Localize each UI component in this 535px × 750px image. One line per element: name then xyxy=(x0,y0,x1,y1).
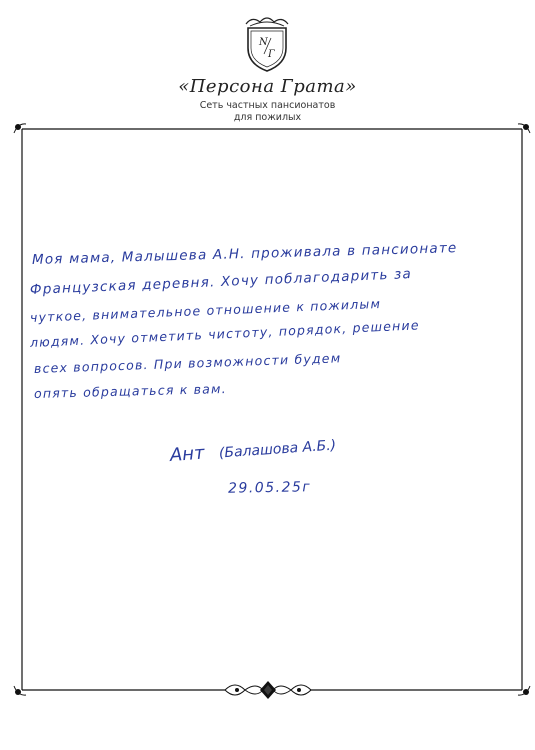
letter-line-4: людям. Хочу отметить чистоту, порядок, решение xyxy=(29,317,420,350)
letter-line-6: опять обращаться к вам. xyxy=(33,380,228,401)
tagline-line-1: Сеть частных пансионатов xyxy=(199,100,336,111)
svg-text:Г: Г xyxy=(268,49,275,60)
letter-line-2: Французская деревня. Хочу поблагодарить за xyxy=(29,265,413,298)
letter-line-5: всех вопросов. При возможности будем xyxy=(33,350,342,376)
letter-line-1: Моя мама, Малышева А.Н. проживала в пансионате xyxy=(31,240,458,268)
signature-block xyxy=(169,433,336,466)
signature-mark: Ант xyxy=(169,442,206,466)
letter-line-3: чуткое, внимательное отношение к пожилым xyxy=(29,295,382,325)
signature-name: (Балашова А.Б.) xyxy=(218,437,337,462)
tagline-line-2: для пожилых xyxy=(233,112,302,123)
letter-date: 29.05.25г xyxy=(227,479,312,497)
brand-name: «Персона Грата» xyxy=(178,76,357,97)
svg-text:N: N xyxy=(259,37,268,48)
